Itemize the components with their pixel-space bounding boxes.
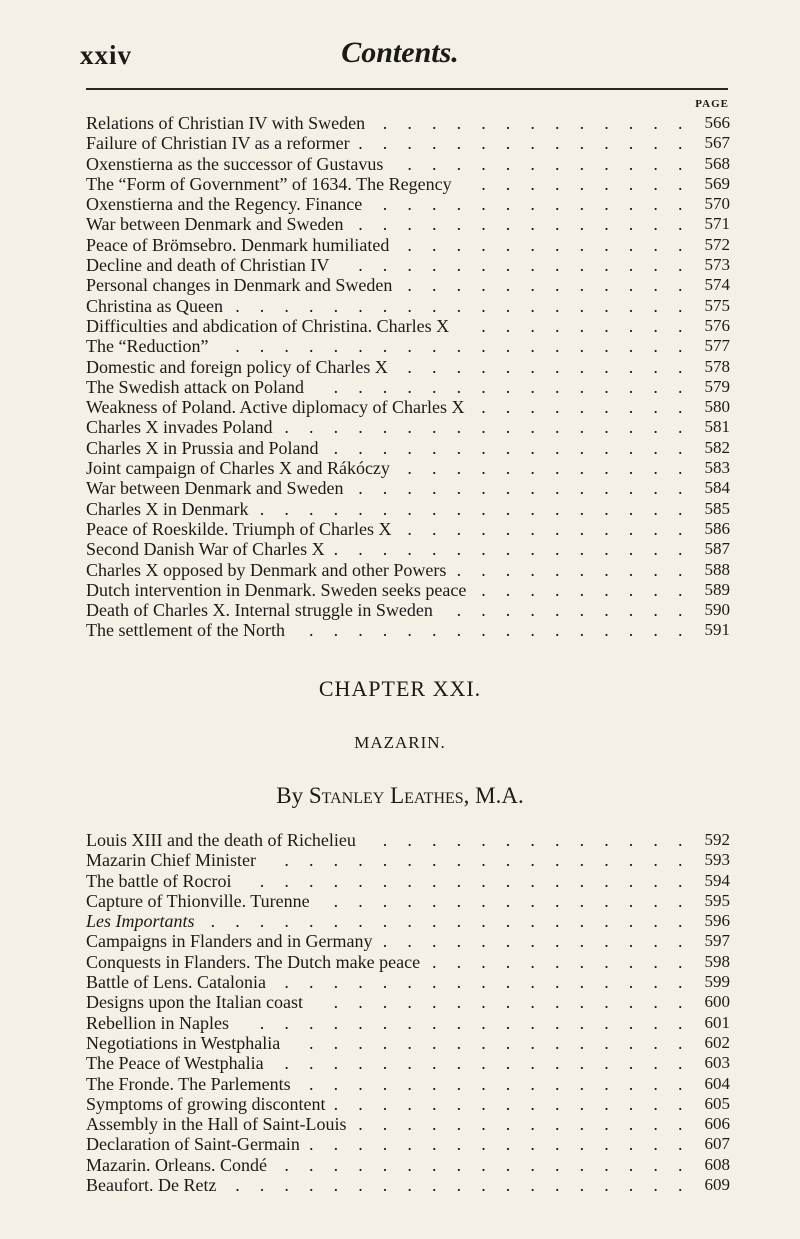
toc-entry-page: 579 (704, 376, 730, 396)
toc-entry-title: Mazarin Chief Minister (86, 850, 256, 871)
toc-entry-title: Joint campaign of Charles X and Rákóczy (86, 458, 390, 479)
toc-entry-title: Charles X opposed by Denmark and other Powers (86, 559, 447, 580)
chapter-subject: MAZARIN. (354, 733, 446, 752)
author-prefix: By (276, 783, 304, 808)
toc-entry-title: Declaration of Saint-Germain (86, 1134, 300, 1155)
toc-entry-page: 589 (704, 579, 730, 599)
toc-entry: Charles X invades Poland 581 . . . . . . . . . . . . . . . . . (86, 417, 730, 438)
toc-entry: Second Danish War of Charles X 587 . . . . . . . . . . . . . . . (86, 539, 730, 560)
toc-entry-title: Les Importants (86, 911, 195, 932)
toc-entry: The Swedish attack on Poland 579 . . . . . . . . . . . . . . . (86, 376, 730, 397)
toc-entry: Campaigns in Flanders and in Germany 597 . . . . . . . . . . . . . (86, 931, 730, 952)
toc-entry: The “Reduction” 577 . . . . . . . . . . . . . . . . . . . (86, 336, 730, 357)
chapter-heading: CHAPTER XXI. (318, 676, 482, 701)
toc-entry: Mazarin. Orleans. Condé 608 . . . . . . . . . . . . . . . . . (86, 1154, 730, 1175)
toc-section-2 (86, 830, 730, 1195)
toc-entry-title: Charles X invades Poland (86, 417, 273, 438)
toc-entry: Peace of Roeskilde. Triumph of Charles X 586 . . . . . . . . . . . . (86, 518, 730, 539)
toc-entry-page: 582 (704, 437, 730, 457)
toc-entry-page: 597 (704, 931, 730, 951)
toc-entry-page: 606 (704, 1114, 730, 1134)
toc-entry-page: 568 (704, 153, 730, 173)
toc-entry-page: 595 (704, 890, 730, 910)
toc-entry: Joint campaign of Charles X and Rákóczy 583 . . . . . . . . . . . . (86, 458, 730, 479)
toc-entry-page: 583 (704, 458, 730, 478)
toc-entry-page: 600 (704, 992, 730, 1012)
toc-entry: Oxenstierna as the successor of Gustavus 568 . . . . . . . . . . . . (86, 153, 730, 174)
toc-entry: The Fronde. The Parlements 604 . . . . . . . . . . . . . . . . (86, 1073, 730, 1094)
toc-entry-title: Negotiations in Westphalia (86, 1032, 281, 1053)
toc-entry-page: 573 (704, 255, 730, 275)
toc-entry-page: 607 (704, 1134, 730, 1154)
toc-entry-page: 578 (704, 356, 730, 376)
toc-entry-title: The Fronde. The Parlements (86, 1073, 291, 1094)
toc-entry-page: 591 (704, 620, 730, 640)
toc-entry: Louis XIII and the death of Richelieu 592 . . . . . . . . . . . . . (86, 830, 730, 850)
toc-entry-page: 577 (704, 336, 730, 356)
toc-entry: Assembly in the Hall of Saint-Louis 606 . . . . . . . . . . . . . . (86, 1114, 730, 1135)
toc-entry-page: 576 (704, 315, 730, 335)
toc-entry-page: 584 (704, 478, 730, 498)
toc-entry: Charles X in Denmark 585 . . . . . . . . . . . . . . . . . . (86, 498, 730, 519)
toc-entry-title: Decline and death of Christian IV (86, 255, 330, 276)
toc-entry-page: 581 (704, 417, 730, 437)
toc-entry-title: Personal changes in Denmark and Sweden (86, 275, 393, 296)
toc-entry-title: Domestic and foreign policy of Charles X (86, 356, 388, 377)
toc-entry-title: Louis XIII and the death of Richelieu (86, 830, 356, 850)
toc-entry-title: Beaufort. De Retz (86, 1175, 217, 1196)
toc-entry-page: 609 (704, 1175, 730, 1195)
toc-entry-title: Capture of Thionville. Turenne (86, 890, 310, 911)
toc-entry-title: Oxenstierna as the successor of Gustavus (86, 153, 384, 174)
toc-entry: Mazarin Chief Minister 593 . . . . . . . . . . . . . . . . . (86, 850, 730, 871)
toc-entry-title: Assembly in the Hall of Saint-Louis (86, 1114, 347, 1135)
toc-entry: Dutch intervention in Denmark. Sweden seeks peace 589 . . . . . . . . . (86, 579, 730, 600)
toc-entry: Rebellion in Naples 601 . . . . . . . . . . . . . . . . . . (86, 1012, 730, 1033)
toc-entry-page: 596 (704, 911, 730, 931)
toc-entry: Difficulties and abdication of Christina. Charles X 576 . . . . . . . . . (86, 315, 730, 336)
toc-entry-title: Relations of Christian IV with Sweden (86, 113, 366, 133)
toc-entry: Domestic and foreign policy of Charles X 578 . . . . . . . . . . . . (86, 356, 730, 377)
toc-entry-page: 602 (704, 1032, 730, 1052)
header-rule (86, 88, 728, 90)
toc-entry: Capture of Thionville. Turenne 595 . . . . . . . . . . . . . . . (86, 890, 730, 911)
toc-entry-page: 603 (704, 1053, 730, 1073)
toc-entry: Oxenstierna and the Regency. Finance 570 . . . . . . . . . . . . . (86, 194, 730, 215)
toc-entry: Weakness of Poland. Active diplomacy of Charles X 580 . . . . . . . . . (86, 397, 730, 418)
toc-entry-title: Dutch intervention in Denmark. Sweden seeks peace (86, 579, 467, 600)
toc-entry-title: The Swedish attack on Poland (86, 376, 304, 397)
toc-entry-title: Rebellion in Naples (86, 1012, 229, 1033)
page-column-label: PAGE (695, 98, 729, 110)
toc-entry-page: 571 (704, 214, 730, 234)
toc-entry-page: 601 (704, 1012, 730, 1032)
toc-entry-page: 588 (704, 559, 730, 579)
toc-entry: Peace of Brömsebro. Denmark humiliated 572 . . . . . . . . . . . . (86, 234, 730, 255)
toc-entry: The settlement of the North 591 . . . . . . . . . . . . . . . . (86, 620, 730, 641)
toc-entry-page: 608 (704, 1154, 730, 1174)
toc-entry: The Peace of Westphalia 603 . . . . . . . . . . . . . . . . . (86, 1053, 730, 1074)
toc-entry-page: 586 (704, 518, 730, 538)
toc-entry-page: 572 (704, 234, 730, 254)
toc-entry: Les Importants 596 . . . . . . . . . . . . . . . . . . . . (86, 911, 730, 932)
toc-entry-title: The “Reduction” (86, 336, 209, 357)
toc-entry-title: Death of Charles X. Internal struggle in Sweden (86, 600, 433, 621)
toc-entry-title: War between Denmark and Sweden (86, 478, 344, 499)
toc-entry-title: Designs upon the Italian coast (86, 992, 303, 1013)
toc-entry-title: Weakness of Poland. Active diplomacy of Charles X (86, 397, 465, 418)
toc-section-1 (86, 113, 730, 641)
toc-entry: Battle of Lens. Catalonia 599 . . . . . . . . . . . . . . . . . (86, 972, 730, 993)
toc-entry-title: Conquests in Flanders. The Dutch make peace (86, 951, 421, 972)
toc-entry-page: 587 (704, 539, 730, 559)
toc-entry: Charles X in Prussia and Poland 582 . . . . . . . . . . . . . . . (86, 437, 730, 458)
toc-entry: Symptoms of growing discontent 605 . . . . . . . . . . . . . . . (86, 1093, 730, 1114)
toc-entry: Death of Charles X. Internal struggle in Sweden 590 . . . . . . . . . . (86, 600, 730, 621)
toc-entry-page: 574 (704, 275, 730, 295)
toc-entry-page: 580 (704, 397, 730, 417)
toc-entry: Failure of Christian IV as a reformer 567 . . . . . . . . . . . . . . (86, 133, 730, 154)
chapter-author (0, 783, 800, 809)
toc-entry: War between Denmark and Sweden 584 . . . . . . . . . . . . . . (86, 478, 730, 499)
toc-entry-title: Mazarin. Orleans. Condé (86, 1154, 267, 1175)
toc-entry-title: Charles X in Prussia and Poland (86, 437, 319, 458)
toc-entry-page: 594 (704, 870, 730, 890)
toc-entry-title: Campaigns in Flanders and in Germany (86, 931, 373, 952)
toc-entry: Relations of Christian IV with Sweden 566 . . . . . . . . . . . . . (86, 113, 730, 133)
toc-entry-title: Oxenstierna and the Regency. Finance (86, 194, 363, 215)
toc-entry: Decline and death of Christian IV 573 . . . . . . . . . . . . . . (86, 255, 730, 276)
toc-entry-page: 566 (704, 113, 730, 132)
toc-entry: Charles X opposed by Denmark and other Powers 588 . . . . . . . . . . (86, 559, 730, 580)
toc-entry-page: 569 (704, 173, 730, 193)
toc-entry: Christina as Queen 575 . . . . . . . . . . . . . . . . . . . (86, 295, 730, 316)
toc-entry-page: 590 (704, 600, 730, 620)
toc-entry: Designs upon the Italian coast 600 . . . . . . . . . . . . . . . (86, 992, 730, 1013)
toc-entry: Personal changes in Denmark and Sweden 574 . . . . . . . . . . . . (86, 275, 730, 296)
toc-entry-title: The settlement of the North (86, 620, 285, 641)
toc-entry-page: 592 (704, 830, 730, 849)
toc-entry-title: Failure of Christian IV as a reformer (86, 133, 350, 154)
toc-entry-page: 575 (704, 295, 730, 315)
toc-entry-page: 593 (704, 850, 730, 870)
toc-entry-title: Symptoms of growing discontent (86, 1093, 326, 1114)
toc-entry-title: Second Danish War of Charles X (86, 539, 325, 560)
running-title: Contents. (341, 36, 459, 69)
author-name: Stanley Leathes, M.A. (308, 783, 524, 808)
toc-entry-page: 585 (704, 498, 730, 518)
page-number: xxiv (80, 40, 133, 70)
page-header (0, 36, 800, 76)
toc-entry-title: Peace of Brömsebro. Denmark humiliated (86, 234, 390, 255)
toc-entry-page: 605 (704, 1093, 730, 1113)
toc-entry-title: Christina as Queen (86, 295, 223, 316)
toc-entry: The “Form of Government” of 1634. The Regency 569 . . . . . . . . . (86, 173, 730, 194)
toc-entry-page: 598 (704, 951, 730, 971)
toc-entry: Declaration of Saint-Germain 607 . . . . . . . . . . . . . . . . (86, 1134, 730, 1155)
toc-entry-page: 567 (704, 133, 730, 153)
toc-entry-title: The “Form of Government” of 1634. The Regency (86, 173, 452, 194)
toc-entry: The battle of Rocroi 594 . . . . . . . . . . . . . . . . . . (86, 870, 730, 891)
toc-entry-page: 604 (704, 1073, 730, 1093)
toc-entry: War between Denmark and Sweden 571 . . . . . . . . . . . . . . (86, 214, 730, 235)
toc-entry-title: Peace of Roeskilde. Triumph of Charles X (86, 518, 392, 539)
toc-entry-title: The battle of Rocroi (86, 870, 232, 891)
toc-entry-page: 570 (704, 194, 730, 214)
toc-entry-title: Charles X in Denmark (86, 498, 249, 519)
toc-entry-page: 599 (704, 972, 730, 992)
toc-entry-title: War between Denmark and Sweden (86, 214, 344, 235)
toc-entry: Negotiations in Westphalia 602 . . . . . . . . . . . . . . . . (86, 1032, 730, 1053)
toc-entry: Beaufort. De Retz 609 . . . . . . . . . . . . . . . . . . . (86, 1175, 730, 1196)
toc-entry-title: The Peace of Westphalia (86, 1053, 264, 1074)
toc-entry-title: Difficulties and abdication of Christina. Charles X (86, 315, 450, 336)
toc-entry-title: Battle of Lens. Catalonia (86, 972, 266, 993)
toc-entry: Conquests in Flanders. The Dutch make peace 598 . . . . . . . . . . . (86, 951, 730, 972)
